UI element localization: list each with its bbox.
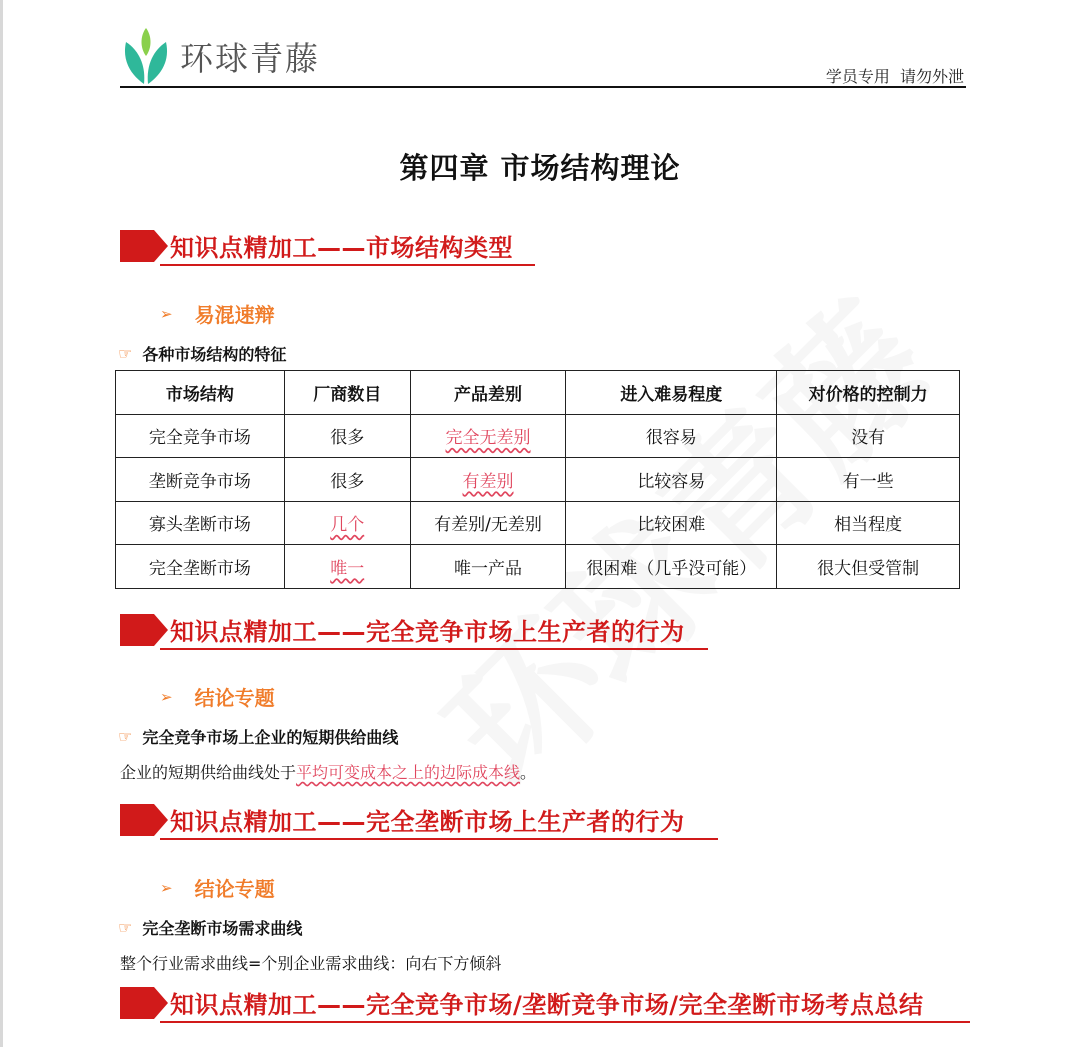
table-cell: 唯一产品 <box>410 545 566 589</box>
pointing-hand-icon: ☞ <box>118 918 133 937</box>
table-cell: 很容易 <box>566 414 777 458</box>
subhead-label: 易混速辩 <box>194 303 275 327</box>
section-banner-title: 知识点精加工——完全竞争市场/垄断竞争市场/完全垄断市场考点总结 <box>170 991 924 1019</box>
banner-underline <box>160 264 535 266</box>
highlight-text: 几个 <box>330 515 365 536</box>
chapter-title: 第四章 市场结构理论 <box>399 151 681 185</box>
paragraph-text: 企业的短期供给曲线处于 <box>120 763 297 782</box>
table-cell: 没有 <box>777 414 960 458</box>
banner-flag-icon <box>120 230 168 262</box>
table-header: 进入难易程度 <box>566 371 777 415</box>
arrow-right-icon: ➢ <box>160 687 173 706</box>
section-banner-title: 知识点精加工——完全垄断市场上生产者的行为 <box>170 808 685 836</box>
table-cell: 垄断竞争市场 <box>116 458 285 502</box>
banner-flag-icon <box>120 804 168 836</box>
banner-flag-icon <box>120 987 168 1019</box>
table-header-row <box>116 371 960 415</box>
subhead-label: 结论专题 <box>194 686 275 710</box>
brand-name: 环球青藤 <box>180 38 320 78</box>
point-label: 完全竞争市场上企业的短期供给曲线 <box>142 728 399 747</box>
table-cell: 比较容易 <box>566 458 777 502</box>
point-heading <box>118 916 302 939</box>
table-cell-highlight <box>284 545 410 589</box>
body-paragraph <box>120 760 536 783</box>
leaf-logo-icon <box>120 26 172 86</box>
paragraph-text: 。 <box>520 763 537 782</box>
table-cell: 相当程度 <box>777 501 960 545</box>
arrow-right-icon: ➢ <box>160 304 173 323</box>
table-cell-highlight <box>284 501 410 545</box>
table-cell: 完全竞争市场 <box>116 414 285 458</box>
table-header: 厂商数目 <box>284 371 410 415</box>
pointing-hand-icon: ☞ <box>118 727 133 746</box>
section-subhead <box>160 299 275 328</box>
section-subhead <box>160 682 275 711</box>
arrow-right-icon: ➢ <box>160 878 173 897</box>
point-label: 完全垄断市场需求曲线 <box>142 919 303 938</box>
brand-logo <box>120 26 320 86</box>
section-banner-title: 知识点精加工——完全竞争市场上生产者的行为 <box>170 618 685 646</box>
table-row <box>116 545 960 589</box>
header-note: 学员专用 请勿外泄 <box>825 67 964 86</box>
table-cell: 有差别/无差别 <box>410 501 566 545</box>
table-cell: 比较困难 <box>566 501 777 545</box>
table-row <box>116 414 960 458</box>
pointing-hand-icon: ☞ <box>118 344 133 363</box>
highlight-text: 唯一 <box>330 558 365 579</box>
table-cell: 很大但受管制 <box>777 545 960 589</box>
market-structure-table <box>115 370 960 589</box>
table-cell: 很多 <box>284 414 410 458</box>
highlight-text: 完全无差别 <box>445 428 531 449</box>
banner-underline <box>160 838 718 840</box>
section-subhead <box>160 873 275 902</box>
table-cell: 完全垄断市场 <box>116 545 285 589</box>
highlight-text: 平均可变成本之上的边际成本线 <box>296 763 521 782</box>
body-paragraph: 整个行业需求曲线=个别企业需求曲线：向右下方倾斜 <box>120 954 502 973</box>
table-cell: 寡头垄断市场 <box>116 501 285 545</box>
highlight-text: 有差别 <box>462 471 514 492</box>
point-heading <box>118 342 286 365</box>
table-cell-highlight <box>410 458 566 502</box>
table-row <box>116 501 960 545</box>
table-cell: 有一些 <box>777 458 960 502</box>
table-header: 对价格的控制力 <box>777 371 960 415</box>
point-label: 各种市场结构的特征 <box>142 345 287 364</box>
point-heading <box>118 725 398 748</box>
table-cell-highlight <box>410 414 566 458</box>
section-banner-title: 知识点精加工——市场结构类型 <box>170 234 513 262</box>
subhead-label: 结论专题 <box>194 877 275 901</box>
banner-flag-icon <box>120 614 168 646</box>
banner-underline <box>160 648 708 650</box>
table-cell: 很多 <box>284 458 410 502</box>
table-header: 产品差别 <box>410 371 566 415</box>
table-header: 市场结构 <box>116 371 285 415</box>
table-row <box>116 458 960 502</box>
table-cell: 很困难（几乎没可能） <box>566 545 777 589</box>
header-divider <box>120 86 966 88</box>
banner-underline <box>160 1021 970 1023</box>
